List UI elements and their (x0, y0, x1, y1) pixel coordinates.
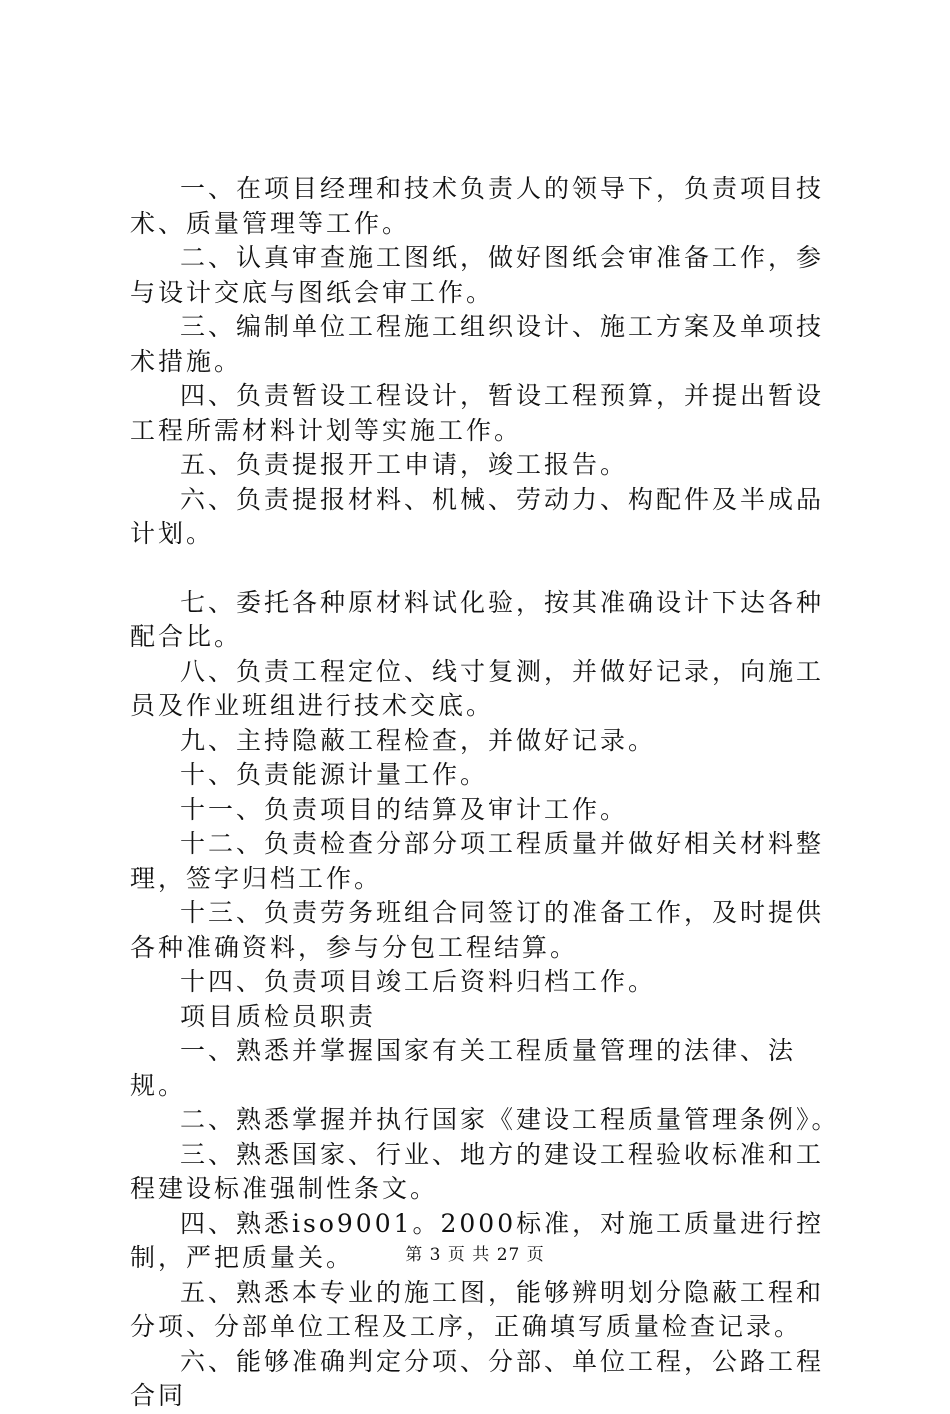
section-heading-quality-inspector: 项目质检员职责 (180, 1001, 377, 1031)
paragraph-14: 十四、负责项目竣工后资料归档工作。 (180, 967, 657, 996)
paragraph-6: 六、负责提报材料、机械、劳动力、构配件及半成品计划。 (130, 484, 825, 548)
paragraph-10: 十、负责能源计量工作。 (180, 760, 489, 789)
paragraph-1: 一、在项目经理和技术负责人的领导下，负责项目技术、质量管理等工作。 (130, 174, 825, 238)
paragraph-2: 二、认真审查施工图纸，做好图纸会审准备工作，参与设计交底与图纸会审工作。 (130, 243, 825, 307)
paragraph-8: 八、负责工程定位、线寸复测，并做好记录，向施工员及作业班组进行技术交底。 (130, 656, 825, 720)
document-body (130, 172, 850, 1414)
page-number-footer: 第 3 页 共 27 页 (405, 1245, 545, 1265)
paragraph-16: 二、熟悉掌握并执行国家《建设工程质量管理条例》。 (180, 1105, 840, 1134)
paragraph-15: 一、熟悉并掌握国家有关工程质量管理的法律、法规。 (130, 1036, 797, 1100)
paragraph-17: 三、熟悉国家、行业、地方的建设工程验收标准和工程建设标准强制性条文。 (130, 1139, 825, 1203)
paragraph-3: 三、编制单位工程施工组织设计、施工方案及单项技术措施。 (130, 312, 825, 376)
paragraph-20: 六、能够准确判定分项、分部、单位工程，公路工程合同 (130, 1346, 825, 1410)
paragraph-7: 七、委托各种原材料试化验，按其准确设计下达各种配合比。 (130, 587, 825, 651)
paragraph-19: 五、熟悉本专业的施工图，能够辨明划分隐蔽工程和分项、分部单位工程及工序，正确填写质量检查记录。 (130, 1277, 825, 1341)
paragraph-13: 十三、负责劳务班组合同签订的准备工作，及时提供各种准确资料，参与分包工程结算。 (130, 898, 825, 962)
paragraph-4: 四、负责暂设工程设计，暂设工程预算，并提出暂设工程所需材料计划等实施工作。 (130, 381, 825, 445)
paragraph-11: 十一、负责项目的结算及审计工作。 (180, 794, 629, 824)
paragraph-18: 四、熟悉iso9001。2000标准，对施工质量进行控制，严把质量关。 (130, 1208, 825, 1272)
paragraph-9: 九、主持隐蔽工程检查，并做好记录。 (180, 725, 657, 755)
paragraph-12: 十二、负责检查分部分项工程质量并做好相关材料整理，签字归档工作。 (130, 829, 825, 893)
paragraph-5: 五、负责提报开工申请，竣工报告。 (180, 450, 629, 479)
